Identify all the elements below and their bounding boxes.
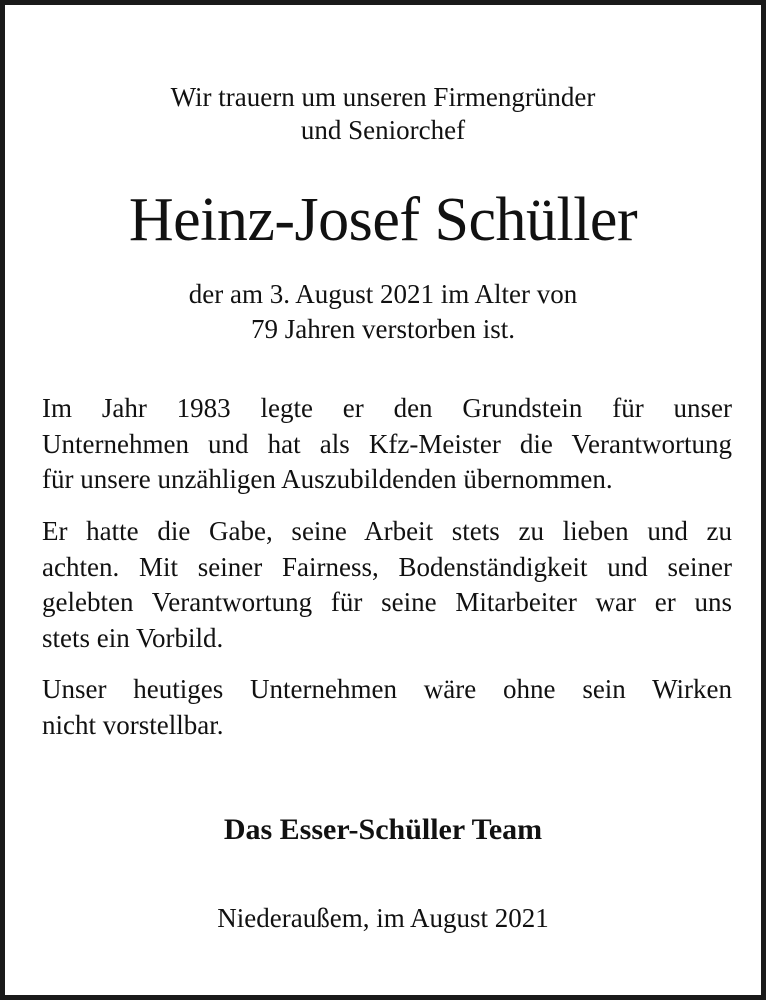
death-line: der am 3. August 2021 im Alter von (188, 279, 578, 309)
paragraph-line: gelebten Verantwortung für seine Mitarbeiter war er uns (42, 587, 732, 617)
paragraph-line: achten. Mit seiner Fairness, Bodenständigkeit und seiner (42, 551, 732, 582)
death-notice (5, 277, 761, 347)
paragraph-line: Unternehmen und hat als Kfz-Meister die Verantwortung (42, 428, 732, 459)
intro-line: Wir trauern um unseren Firmengründer (170, 82, 596, 112)
deceased-name: Heinz-Josef Schüller (128, 186, 638, 254)
paragraph-line: nicht vorstellbar. (42, 709, 224, 740)
paragraph-line: Unser heutiges Unternehmen wäre ohne sein Wirken (42, 674, 732, 704)
tribute-paragraph-3 (42, 672, 732, 743)
place-date: Niederaußem, im August 2021 (217, 903, 549, 933)
tribute-paragraph-1 (42, 391, 732, 498)
intro-text (5, 81, 761, 147)
signature: Das Esser-Schüller Team (223, 813, 543, 846)
death-line: 79 Jahren verstorben ist. (251, 314, 515, 344)
paragraph-line: stets ein Vorbild. (42, 622, 224, 653)
tribute-paragraph-2 (42, 514, 732, 656)
paragraph-line: Er hatte die Gabe, seine Arbeit stets zu lieben und zu (42, 516, 732, 546)
paragraph-line: Im Jahr 1983 legte er den Grundstein für unser (42, 393, 732, 423)
paragraph-line: für unsere unzähligen Auszubildenden übernommen. (42, 464, 613, 494)
intro-line: und Seniorchef (300, 115, 466, 145)
